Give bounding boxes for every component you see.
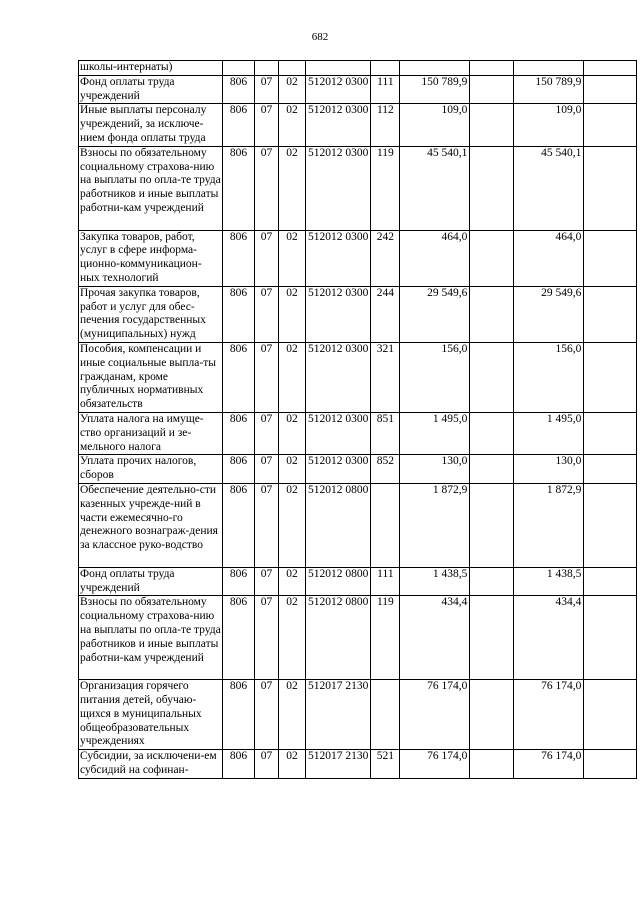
ministry-code: 806	[223, 680, 255, 750]
empty-cell	[584, 75, 637, 104]
amount-total-cell: 1 495,0	[514, 412, 584, 454]
ministry-code: 806	[223, 596, 255, 680]
amount-cell: 156,0	[400, 342, 470, 412]
ministry-code: 806	[223, 483, 255, 567]
section-code: 07	[255, 567, 279, 596]
amount-total-cell: 150 789,9	[514, 75, 584, 104]
amount-total-cell: 76 174,0	[514, 680, 584, 750]
section-code	[255, 61, 279, 76]
expense-name: Фонд оплаты труда учреждений	[79, 75, 223, 104]
section-code: 07	[255, 286, 279, 342]
target-article-code: 512012 0800	[306, 596, 371, 680]
section-code: 07	[255, 75, 279, 104]
amount-cell: 45 540,1	[400, 146, 470, 230]
expense-type-code: 852	[371, 455, 400, 484]
table-row	[79, 230, 637, 286]
table-row	[79, 61, 637, 76]
expense-name: Закупка товаров, работ, услуг в сфере информа-ционно-коммуникацион-ных технологий	[79, 230, 223, 286]
target-article-code: 512012 0300	[306, 230, 371, 286]
ministry-code	[223, 61, 255, 76]
ministry-code: 806	[223, 342, 255, 412]
target-article-code: 512012 0300	[306, 412, 371, 454]
empty-cell	[470, 412, 514, 454]
ministry-code: 806	[223, 750, 255, 779]
expense-name: школы-интернаты)	[79, 61, 223, 76]
section-code: 07	[255, 412, 279, 454]
target-article-code	[306, 61, 371, 76]
ministry-code: 806	[223, 104, 255, 146]
subsection-code: 02	[279, 75, 306, 104]
empty-cell	[470, 75, 514, 104]
expense-type-code: 521	[371, 750, 400, 779]
amount-total-cell: 464,0	[514, 230, 584, 286]
expense-type-code: 119	[371, 146, 400, 230]
amount-cell: 130,0	[400, 455, 470, 484]
empty-cell	[584, 412, 637, 454]
empty-cell	[584, 342, 637, 412]
amount-total-cell: 109,0	[514, 104, 584, 146]
empty-cell	[470, 286, 514, 342]
empty-cell	[470, 483, 514, 567]
expense-type-code	[371, 61, 400, 76]
empty-cell	[584, 104, 637, 146]
table-row	[79, 483, 637, 567]
target-article-code: 512017 2130	[306, 750, 371, 779]
expense-type-code: 244	[371, 286, 400, 342]
ministry-code: 806	[223, 146, 255, 230]
expense-name: Взносы по обязательному социальному страхова-нию на выплаты по опла-те труда работников и иные выплаты работни-кам учреждений	[79, 146, 223, 230]
table-row	[79, 455, 637, 484]
empty-cell	[470, 342, 514, 412]
empty-cell	[584, 750, 637, 779]
table-row	[79, 342, 637, 412]
amount-total-cell: 1 438,5	[514, 567, 584, 596]
expense-type-code: 112	[371, 104, 400, 146]
subsection-code: 02	[279, 680, 306, 750]
target-article-code: 512012 0300	[306, 75, 371, 104]
table-row	[79, 596, 637, 680]
subsection-code: 02	[279, 342, 306, 412]
target-article-code: 512012 0300	[306, 455, 371, 484]
amount-cell: 1 438,5	[400, 567, 470, 596]
empty-cell	[584, 61, 637, 76]
target-article-code: 512012 0800	[306, 483, 371, 567]
empty-cell	[470, 146, 514, 230]
section-code: 07	[255, 483, 279, 567]
expense-name: Обеспечение деятельно-сти казенных учрежде-ний в части ежемесячно-го денежного вознаграж-дения за классное руко-водство	[79, 483, 223, 567]
empty-cell	[584, 455, 637, 484]
ministry-code: 806	[223, 567, 255, 596]
amount-cell: 1 872,9	[400, 483, 470, 567]
empty-cell	[584, 483, 637, 567]
section-code: 07	[255, 596, 279, 680]
target-article-code: 512012 0800	[306, 567, 371, 596]
target-article-code: 512012 0300	[306, 146, 371, 230]
expense-type-code: 111	[371, 567, 400, 596]
expense-type-code: 119	[371, 596, 400, 680]
expense-type-code: 242	[371, 230, 400, 286]
amount-total-cell: 130,0	[514, 455, 584, 484]
amount-total-cell: 434,4	[514, 596, 584, 680]
section-code: 07	[255, 230, 279, 286]
empty-cell	[470, 596, 514, 680]
amount-cell: 76 174,0	[400, 750, 470, 779]
section-code: 07	[255, 750, 279, 779]
section-code: 07	[255, 342, 279, 412]
expense-name: Организация горячего питания детей, обучаю-щихся в муниципальных общеобразовательных учреждениях	[79, 680, 223, 750]
subsection-code: 02	[279, 104, 306, 146]
expense-name: Иные выплаты персоналу учреждений, за исключе-нием фонда оплаты труда	[79, 104, 223, 146]
ministry-code: 806	[223, 75, 255, 104]
amount-total-cell: 156,0	[514, 342, 584, 412]
expense-name: Субсидии, за исключени-ем субсидий на софинан-	[79, 750, 223, 779]
ministry-code: 806	[223, 455, 255, 484]
subsection-code: 02	[279, 596, 306, 680]
budget-table	[78, 60, 637, 779]
expense-name: Уплата налога на имуще-ство организаций и зе-мельного налога	[79, 412, 223, 454]
ministry-code: 806	[223, 286, 255, 342]
table-row	[79, 680, 637, 750]
amount-cell: 29 549,6	[400, 286, 470, 342]
expense-name: Прочая закупка товаров, работ и услуг для обес-печения государственных (муниципальных) нужд	[79, 286, 223, 342]
section-code: 07	[255, 146, 279, 230]
expense-type-code: 851	[371, 412, 400, 454]
target-article-code: 512012 0300	[306, 342, 371, 412]
ministry-code: 806	[223, 230, 255, 286]
subsection-code: 02	[279, 146, 306, 230]
empty-cell	[584, 286, 637, 342]
empty-cell	[584, 146, 637, 230]
table-row	[79, 75, 637, 104]
empty-cell	[470, 455, 514, 484]
amount-cell: 1 495,0	[400, 412, 470, 454]
amount-total-cell: 76 174,0	[514, 750, 584, 779]
empty-cell	[584, 596, 637, 680]
expense-type-code: 321	[371, 342, 400, 412]
empty-cell	[470, 104, 514, 146]
table-row	[79, 146, 637, 230]
expense-name: Уплата прочих налогов, сборов	[79, 455, 223, 484]
amount-total-cell: 1 872,9	[514, 483, 584, 567]
target-article-code: 512017 2130	[306, 680, 371, 750]
expense-name: Пособия, компенсации и иные социальные выпла-ты гражданам, кроме публичных нормативных обязательств	[79, 342, 223, 412]
subsection-code: 02	[279, 483, 306, 567]
table-row	[79, 104, 637, 146]
target-article-code: 512012 0300	[306, 286, 371, 342]
section-code: 07	[255, 455, 279, 484]
amount-total-cell	[514, 61, 584, 76]
expense-type-code	[371, 483, 400, 567]
table-row	[79, 567, 637, 596]
expense-type-code	[371, 680, 400, 750]
amount-total-cell: 29 549,6	[514, 286, 584, 342]
subsection-code: 02	[279, 750, 306, 779]
amount-cell: 434,4	[400, 596, 470, 680]
subsection-code: 02	[279, 455, 306, 484]
amount-cell: 464,0	[400, 230, 470, 286]
subsection-code: 02	[279, 286, 306, 342]
expense-type-code: 111	[371, 75, 400, 104]
empty-cell	[470, 567, 514, 596]
empty-cell	[584, 230, 637, 286]
ministry-code: 806	[223, 412, 255, 454]
expense-name: Фонд оплаты труда учреждений	[79, 567, 223, 596]
empty-cell	[470, 61, 514, 76]
table-row	[79, 286, 637, 342]
table-body	[79, 61, 637, 779]
amount-cell: 76 174,0	[400, 680, 470, 750]
amount-cell: 150 789,9	[400, 75, 470, 104]
empty-cell	[470, 750, 514, 779]
table-row	[79, 412, 637, 454]
section-code: 07	[255, 104, 279, 146]
empty-cell	[470, 230, 514, 286]
empty-cell	[584, 680, 637, 750]
subsection-code: 02	[279, 412, 306, 454]
subsection-code	[279, 61, 306, 76]
section-code: 07	[255, 680, 279, 750]
subsection-code: 02	[279, 567, 306, 596]
amount-total-cell: 45 540,1	[514, 146, 584, 230]
empty-cell	[584, 567, 637, 596]
target-article-code: 512012 0300	[306, 104, 371, 146]
amount-cell	[400, 61, 470, 76]
page-number: 682	[311, 31, 329, 43]
expense-name: Взносы по обязательному социальному страхова-нию на выплаты по опла-те труда работников и иные выплаты работни-кам учреждений	[79, 596, 223, 680]
empty-cell	[470, 680, 514, 750]
table-row	[79, 750, 637, 779]
amount-cell: 109,0	[400, 104, 470, 146]
subsection-code: 02	[279, 230, 306, 286]
